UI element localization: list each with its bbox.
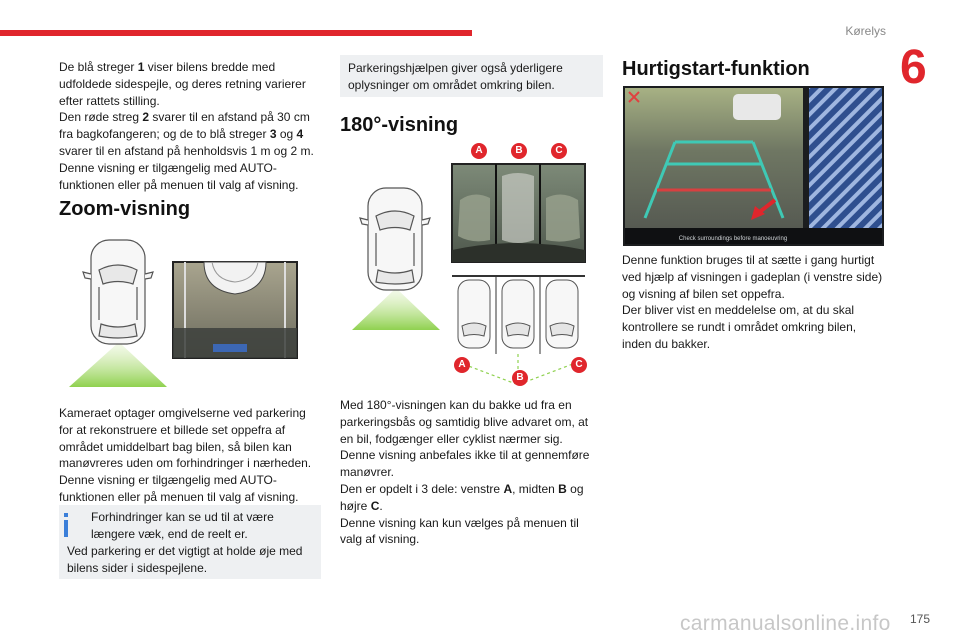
- text-line: Denne visning kan kun vælges på menuen til: [340, 515, 579, 530]
- text-line: inden du bakker.: [622, 336, 711, 351]
- text-line: Denne funktion bruges til at sætte i gang hurtigt: [622, 253, 875, 267]
- intro-line: funktionen eller på menuen til valg af visning.: [59, 177, 299, 192]
- info-box-zoom: [59, 505, 321, 579]
- split-camera-image: [452, 164, 585, 262]
- text-line: området umiddelbart bag bilen, så bilen kan: [59, 439, 292, 454]
- car-top-icon: [83, 240, 153, 344]
- info-line: Parkeringshjælpen giver også yderligere: [348, 61, 563, 75]
- watermark: carmanualsonline.info: [680, 612, 891, 635]
- text-line: ved hjælp af visningen i gadeplan (i venstre side): [622, 269, 883, 284]
- text-line: og visning af bilen set oppefra.: [622, 286, 785, 301]
- text-line: funktionen eller på menuen til valg af visning.: [59, 489, 299, 504]
- header-red-bar: [0, 30, 472, 36]
- text-line: højre C.: [340, 498, 383, 513]
- intro-line: efter rattets stilling.: [59, 93, 160, 108]
- badge-bottom-c: C: [571, 357, 587, 373]
- info-icon: [61, 513, 71, 537]
- parking-bays: [452, 276, 585, 354]
- chapter-number: 6: [900, 41, 927, 94]
- text-line: manøvreres uden om forhindringer i nærheden.: [59, 456, 312, 471]
- intro-line: svarer til en afstand på henholdsvis 1 m og 2 m.: [59, 143, 314, 158]
- zoom-view-text: [59, 405, 321, 506]
- view-180-heading: 180°-visning: [340, 114, 459, 136]
- camera-message: Check surroundings before manoeuvring: [678, 236, 788, 242]
- intro-line: fra bagkofangeren; og de to blå streger 3 og 4: [59, 127, 304, 142]
- text-line: manøvrer.: [340, 465, 395, 480]
- intro-line: udfoldede sidespejle, og deres retning varierer: [59, 76, 306, 91]
- view-180-illustration: [340, 140, 603, 392]
- zoom-view-illustration: [59, 232, 321, 392]
- page-number: 175: [909, 612, 930, 626]
- info-line: Ved parkering er det vigtigt at holde øje med: [67, 544, 303, 558]
- intro-paragraph: [59, 59, 321, 193]
- badge-top-b: B: [511, 143, 527, 159]
- badge-bottom-a: A: [454, 357, 470, 373]
- intro-line: Den røde streg 2 svarer til en afstand på 30 cm: [59, 110, 310, 125]
- text-line: parkeringsbås og samtidig blive advaret om, at: [340, 414, 589, 429]
- top-view-panel: [809, 88, 882, 228]
- text-line: Kameraet optager omgivelserne ved parkering: [59, 406, 306, 420]
- intro-line: Denne visning er tilgængelig med AUTO-: [59, 160, 277, 175]
- text-line: valg af visning.: [340, 532, 420, 547]
- view-180-text: [340, 397, 605, 548]
- text-line: Der bliver vist en meddelelse om, at du skal: [622, 303, 855, 318]
- quickstart-heading: Hurtigstart-funktion: [622, 58, 810, 80]
- text-line: en bil, fodgænger eller cyklist nærmer sig.: [340, 431, 563, 446]
- camera-field-of-view: [69, 342, 167, 387]
- zoom-view-heading: Zoom-visning: [59, 198, 191, 220]
- text-line: Med 180°-visningen kan du bakke ud fra en: [340, 398, 572, 412]
- info-line: længere væk, end de reelt er.: [91, 526, 248, 541]
- text-line: Den er opdelt i 3 dele: venstre A, midten B og: [340, 481, 584, 496]
- car-top-icon: [360, 188, 430, 290]
- text-line: Denne visning er tilgængelig med AUTO-: [59, 473, 277, 488]
- text-line: kontrollere se rundt i området omkring bilen,: [622, 320, 857, 335]
- badge-bottom-b: B: [512, 370, 528, 386]
- text-line: for at rekonstruere et billede set oppefra af: [59, 422, 286, 437]
- info-line: Forhindringer kan se ud til at være: [91, 510, 274, 524]
- section-title: Kørelys: [845, 24, 886, 38]
- info-box-parking: [340, 55, 603, 97]
- quickstart-camera-screen: [623, 86, 884, 246]
- badge-top-c: C: [551, 143, 567, 159]
- info-line: bilens sider i sidespejlene.: [67, 560, 208, 575]
- info-line: oplysninger om området omkring bilen.: [348, 77, 555, 92]
- zoom-camera-image: [173, 262, 297, 358]
- quickstart-text: [622, 252, 892, 353]
- text-line: Denne visning anbefales ikke til at gennemføre: [340, 448, 590, 463]
- parked-car: [733, 94, 781, 120]
- intro-line: De blå streger 1 viser bilens bredde med: [59, 60, 276, 74]
- camera-field-of-view: [352, 288, 440, 330]
- badge-top-a: A: [471, 143, 487, 159]
